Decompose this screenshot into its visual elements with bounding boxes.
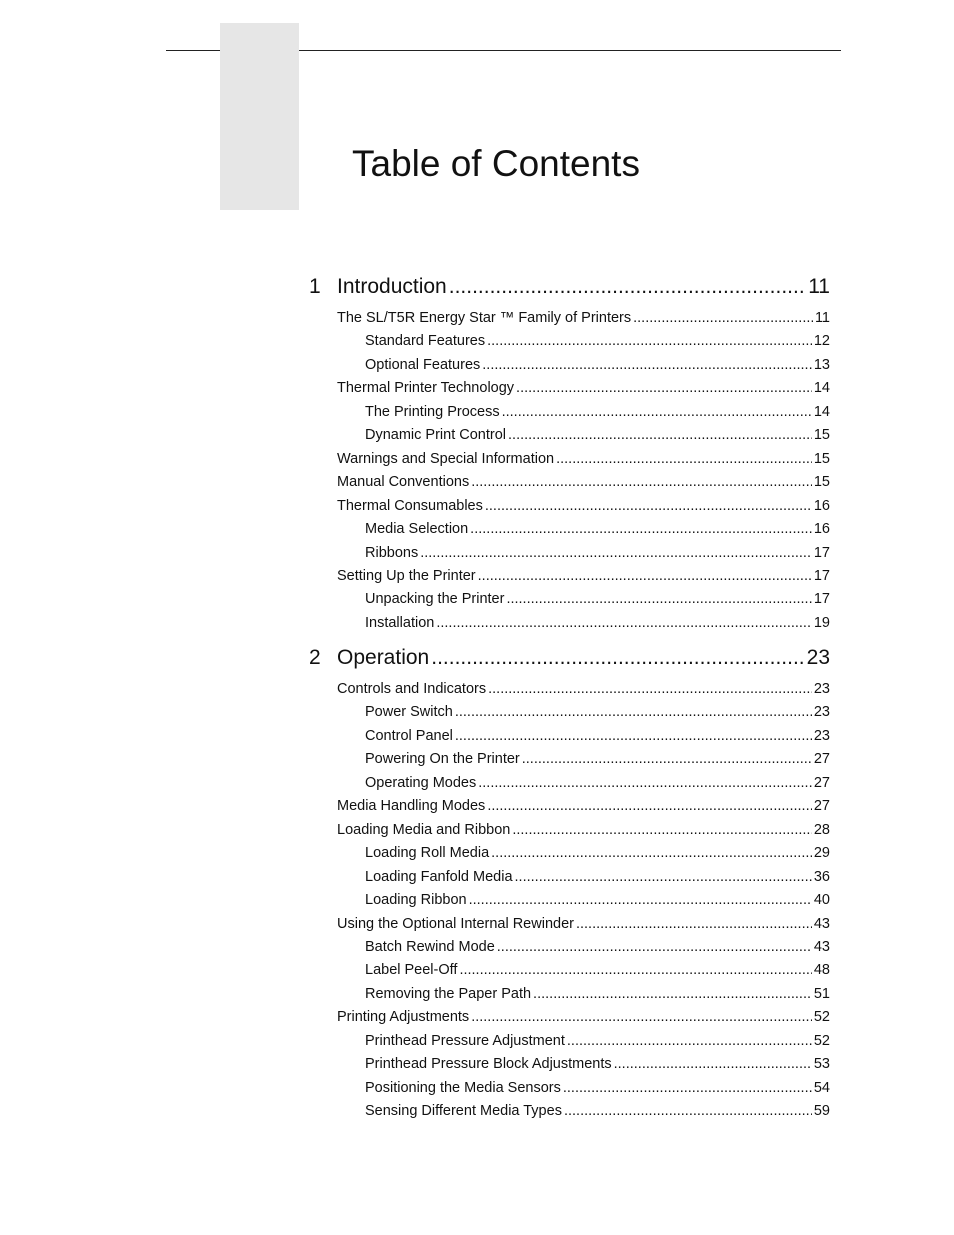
toc-leader-dots (533, 984, 812, 1004)
toc-page-number: 15 (813, 474, 830, 491)
toc-entry-title: Printhead Pressure Block Adjustments (365, 1056, 612, 1073)
toc-chapter-entry[interactable] (337, 645, 830, 671)
toc-page-number: 23 (813, 704, 830, 721)
toc-entry-title: Ribbons (365, 544, 419, 561)
toc-leader-dots (455, 726, 812, 746)
toc-entry-title: Warnings and Special Information (337, 450, 555, 467)
toc-entry-title: Powering On the Printer (365, 751, 520, 768)
toc-leader-dots (470, 519, 812, 539)
toc-entry-title: Batch Rewind Mode (365, 938, 495, 955)
toc-subsection-entry[interactable] (365, 519, 830, 539)
toc-entry-title: Installation (365, 614, 435, 631)
toc-entry-title: Printing Adjustments (337, 1009, 470, 1026)
toc-section-entry[interactable] (337, 1007, 830, 1027)
toc-section-entry[interactable] (337, 796, 830, 816)
toc-leader-dots (449, 274, 806, 300)
toc-entry-title: Loading Roll Media (365, 845, 490, 862)
toc-subsection-entry[interactable] (365, 1101, 830, 1121)
toc-section-entry[interactable] (337, 449, 830, 469)
toc-entry-title: Thermal Printer Technology (337, 380, 515, 397)
toc-leader-dots (420, 543, 812, 563)
toc-leader-dots (508, 425, 812, 445)
toc-page-number: 12 (813, 333, 830, 350)
chapter-number: 1 (309, 275, 321, 298)
toc-leader-dots (471, 472, 812, 492)
toc-leader-dots (491, 843, 812, 863)
toc-leader-dots (478, 773, 812, 793)
toc-leader-dots (563, 1078, 812, 1098)
toc-page-number: 40 (813, 892, 830, 909)
toc-leader-dots (516, 378, 812, 398)
toc-page-number: 16 (813, 521, 830, 538)
toc-entry-title: The Printing Process (365, 403, 500, 420)
toc-leader-dots (431, 645, 804, 671)
toc-page-number: 11 (808, 275, 830, 298)
toc-subsection-entry[interactable] (365, 937, 830, 957)
toc-section-entry[interactable] (337, 914, 830, 934)
toc-subsection-entry[interactable] (365, 1078, 830, 1098)
toc-entry-title: Using the Optional Internal Rewinder (337, 915, 574, 932)
toc-subsection-entry[interactable] (365, 749, 830, 769)
toc-page-number: 52 (813, 1009, 830, 1026)
toc-leader-dots (556, 449, 812, 469)
toc-leader-dots (487, 796, 812, 816)
toc-subsection-entry[interactable] (365, 1054, 830, 1074)
toc-entry-title: Loading Fanfold Media (365, 868, 513, 885)
toc-entry-title: Unpacking the Printer (365, 591, 505, 608)
toc-subsection-entry[interactable] (365, 331, 830, 351)
toc-leader-dots (614, 1054, 812, 1074)
toc-subsection-entry[interactable] (365, 543, 830, 563)
toc-leader-dots (485, 496, 812, 516)
toc-subsection-entry[interactable] (365, 1031, 830, 1051)
toc-page-number: 15 (813, 450, 830, 467)
toc-entry-title: Removing the Paper Path (365, 985, 532, 1002)
toc-page-number: 43 (813, 938, 830, 955)
toc-page-number: 51 (813, 985, 830, 1002)
toc-entry-title: Loading Media and Ribbon (337, 821, 511, 838)
toc-page-number: 11 (814, 310, 830, 326)
toc-section-entry[interactable] (337, 679, 830, 699)
toc-entry-title: Control Panel (365, 727, 453, 744)
header-rule-right (299, 50, 841, 51)
toc-page-number: 52 (813, 1032, 830, 1049)
toc-subsection-entry[interactable] (365, 425, 830, 445)
toc-page-number: 23 (813, 727, 830, 744)
toc-leader-dots (469, 890, 812, 910)
toc-section-entry[interactable] (337, 308, 830, 328)
header-rule-left (166, 50, 220, 51)
toc-leader-dots (506, 589, 811, 609)
toc-subsection-entry[interactable] (365, 402, 830, 422)
page-title: Table of Contents (352, 143, 640, 184)
toc-chapter-title: Operation (337, 646, 430, 669)
toc-leader-dots (633, 308, 813, 328)
toc-page-number: 19 (813, 614, 830, 631)
toc-leader-dots (576, 914, 812, 934)
toc-entry-title: Loading Ribbon (365, 892, 467, 909)
toc-subsection-entry[interactable] (365, 960, 830, 980)
toc-page-number: 14 (813, 403, 830, 420)
toc-entry-title: Optional Features (365, 356, 481, 373)
toc-leader-dots (564, 1101, 812, 1121)
toc-page-number: 17 (813, 591, 830, 608)
toc-section-entry[interactable] (337, 472, 830, 492)
toc-subsection-entry[interactable] (365, 355, 830, 375)
toc-entry-title: Thermal Consumables (337, 497, 483, 514)
toc-subsection-entry[interactable] (365, 890, 830, 910)
toc-page-number: 17 (813, 567, 830, 584)
toc-section-entry[interactable] (337, 820, 830, 840)
toc-entry-title: The SL/T5R Energy Star ™ Family of Printers (337, 310, 632, 326)
toc-leader-dots (482, 355, 812, 375)
toc-page-number: 43 (813, 915, 830, 932)
toc-page-number: 48 (813, 962, 830, 979)
toc-section-entry[interactable] (337, 378, 830, 398)
toc-page-number: 23 (813, 681, 830, 697)
toc-subsection-entry[interactable] (365, 589, 830, 609)
toc-subsection-entry[interactable] (365, 613, 830, 633)
toc-leader-dots (522, 749, 812, 769)
toc-subsection-entry[interactable] (365, 867, 830, 887)
toc-entry-title: Dynamic Print Control (365, 427, 507, 444)
chapter-tab-block (220, 23, 299, 210)
toc-leader-dots (455, 702, 812, 722)
toc-subsection-entry[interactable] (365, 843, 830, 863)
toc-subsection-entry[interactable] (365, 726, 830, 746)
toc-entry-title: Media Selection (365, 521, 469, 538)
toc-leader-dots (459, 960, 811, 980)
toc-leader-dots (567, 1031, 812, 1051)
toc-subsection-entry[interactable] (365, 702, 830, 722)
toc-leader-dots (478, 566, 812, 586)
toc-page-number: 16 (813, 497, 830, 514)
toc-page-number: 27 (813, 751, 830, 768)
toc-entry-title: Positioning the Media Sensors (365, 1079, 561, 1096)
toc-leader-dots (515, 867, 812, 887)
toc-subsection-entry[interactable] (365, 984, 830, 1004)
toc-subsection-entry[interactable] (365, 773, 830, 793)
toc-page-number: 15 (813, 427, 830, 444)
toc-leader-dots (471, 1007, 812, 1027)
toc-leader-dots (488, 679, 812, 699)
toc-page-number: 29 (813, 845, 830, 862)
toc-leader-dots (512, 820, 812, 840)
toc-leader-dots (497, 937, 812, 957)
toc-page-number: 14 (813, 380, 830, 397)
toc-leader-dots (436, 613, 812, 633)
toc-entry-title: Label Peel-Off (365, 962, 458, 979)
chapter-number: 2 (309, 646, 321, 669)
toc-page-number: 54 (813, 1079, 830, 1096)
toc-page-number: 13 (813, 356, 830, 373)
toc-entry-title: Power Switch (365, 704, 453, 721)
toc-leader-dots (502, 402, 812, 422)
toc-leader-dots (487, 331, 812, 351)
toc-entry-title: Standard Features (365, 333, 486, 350)
toc-page-number: 23 (806, 646, 830, 669)
toc-entry-title: Media Handling Modes (337, 798, 486, 815)
toc-chapter-entry[interactable] (337, 274, 830, 300)
toc-page-number: 36 (813, 868, 830, 885)
toc-entry-title: Setting Up the Printer (337, 567, 476, 584)
toc-section-entry[interactable] (337, 566, 830, 586)
toc-section-entry[interactable] (337, 496, 830, 516)
toc-page-number: 59 (813, 1103, 830, 1120)
toc-entry-title: Manual Conventions (337, 474, 470, 491)
toc-entry-title: Controls and Indicators (337, 681, 487, 697)
toc-page-number: 17 (813, 544, 830, 561)
toc-entry-title: Printhead Pressure Adjustment (365, 1032, 565, 1049)
toc-page-number: 28 (813, 821, 830, 838)
toc-entry-title: Sensing Different Media Types (365, 1103, 562, 1120)
toc-page-number: 27 (813, 774, 830, 791)
toc-page-number: 53 (813, 1056, 830, 1073)
toc-entry-title: Operating Modes (365, 774, 477, 791)
toc-page-number: 27 (813, 798, 830, 815)
toc-chapter-title: Introduction (337, 275, 447, 298)
